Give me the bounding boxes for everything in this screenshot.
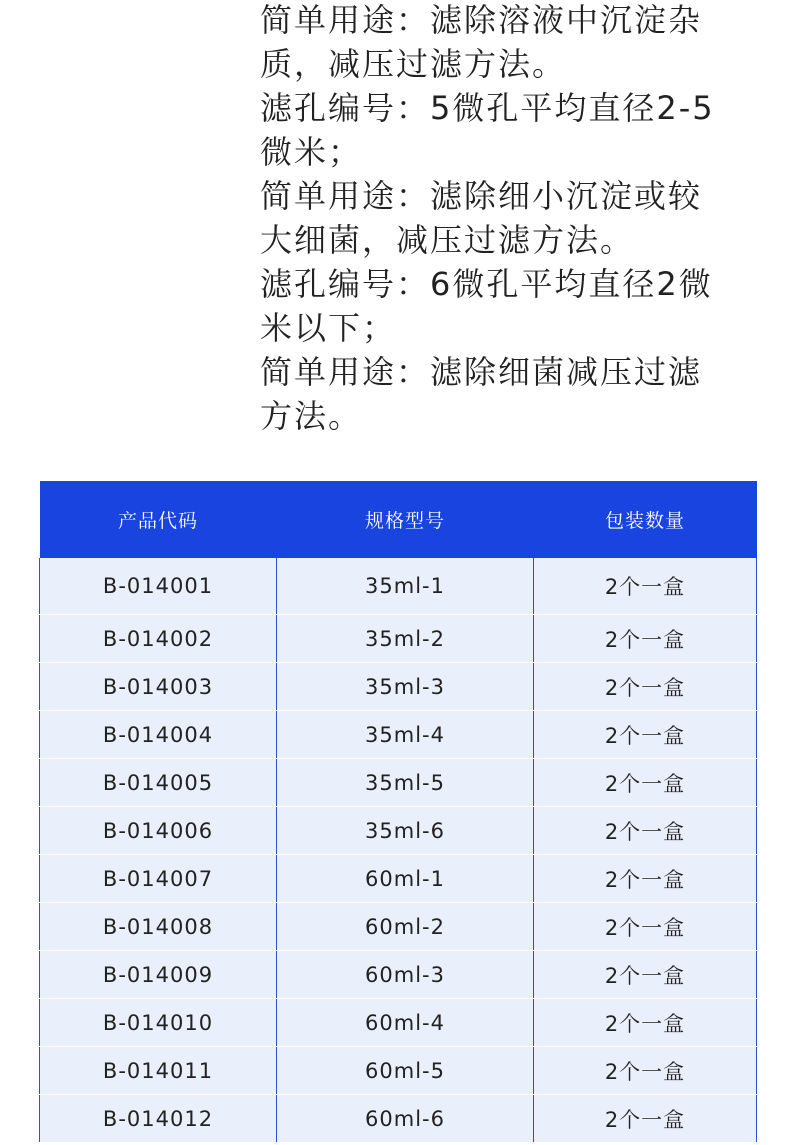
cell-product-code: B-014011 [40,1047,277,1095]
cell-package-qty: 2个一盒 [534,663,757,711]
description-line: 滤孔编号：5微孔平均直径2-5 [260,89,715,127]
cell-product-code: B-014006 [40,807,277,855]
description-line: 简单用途：滤除细小沉淀或较 [260,177,703,215]
cell-product-code: B-014001 [40,558,277,615]
cell-spec-model: 60ml-2 [277,903,534,951]
cell-spec-model: 35ml-1 [277,558,534,615]
table-row [40,558,757,615]
cell-package-qty: 2个一盒 [534,711,757,759]
cell-package-qty: 2个一盒 [534,759,757,807]
cell-product-code: B-014008 [40,903,277,951]
table-row [40,999,757,1047]
description-line: 滤孔编号：6微孔平均直径2微 [260,265,713,303]
product-table-container [39,481,756,1143]
description-line: 简单用途：滤除细菌减压过滤 [260,353,703,391]
cell-product-code: B-014003 [40,663,277,711]
table-header-row [40,481,757,558]
table-row [40,1095,757,1143]
description-line: 方法。 [260,397,363,435]
cell-package-qty: 2个一盒 [534,903,757,951]
table-row [40,951,757,999]
cell-product-code: B-014009 [40,951,277,999]
cell-package-qty: 2个一盒 [534,855,757,903]
cell-product-code: B-014010 [40,999,277,1047]
cell-spec-model: 35ml-4 [277,711,534,759]
cell-package-qty: 2个一盒 [534,1095,757,1143]
table-row [40,615,757,663]
description-line: 微米； [260,133,363,171]
table-row [40,759,757,807]
cell-spec-model: 35ml-6 [277,807,534,855]
cell-package-qty: 2个一盒 [534,951,757,999]
cell-product-code: B-014005 [40,759,277,807]
product-description [260,0,760,438]
cell-package-qty: 2个一盒 [534,999,757,1047]
table-row [40,711,757,759]
header-spec-model: 规格型号 [277,481,534,558]
cell-spec-model: 35ml-3 [277,663,534,711]
cell-package-qty: 2个一盒 [534,558,757,615]
cell-package-qty: 2个一盒 [534,615,757,663]
cell-product-code: B-014012 [40,1095,277,1143]
cell-package-qty: 2个一盒 [534,1047,757,1095]
description-line: 大细菌，减压过滤方法。 [260,221,635,259]
cell-spec-model: 60ml-4 [277,999,534,1047]
table-row [40,663,757,711]
cell-package-qty: 2个一盒 [534,807,757,855]
table-row [40,855,757,903]
header-product-code: 产品代码 [40,481,277,558]
cell-spec-model: 60ml-5 [277,1047,534,1095]
cell-product-code: B-014004 [40,711,277,759]
description-line: 简单用途：滤除溶液中沉淀杂 [260,1,703,39]
cell-spec-model: 35ml-2 [277,615,534,663]
table-row [40,1047,757,1095]
description-line: 米以下； [260,309,397,347]
cell-spec-model: 60ml-3 [277,951,534,999]
description-line: 质，减压过滤方法。 [260,45,567,83]
cell-spec-model: 35ml-5 [277,759,534,807]
cell-product-code: B-014007 [40,855,277,903]
table-row [40,807,757,855]
cell-product-code: B-014002 [40,615,277,663]
header-package-qty: 包装数量 [534,481,757,558]
cell-spec-model: 60ml-6 [277,1095,534,1143]
product-table [39,481,757,1143]
cell-spec-model: 60ml-1 [277,855,534,903]
table-row [40,903,757,951]
